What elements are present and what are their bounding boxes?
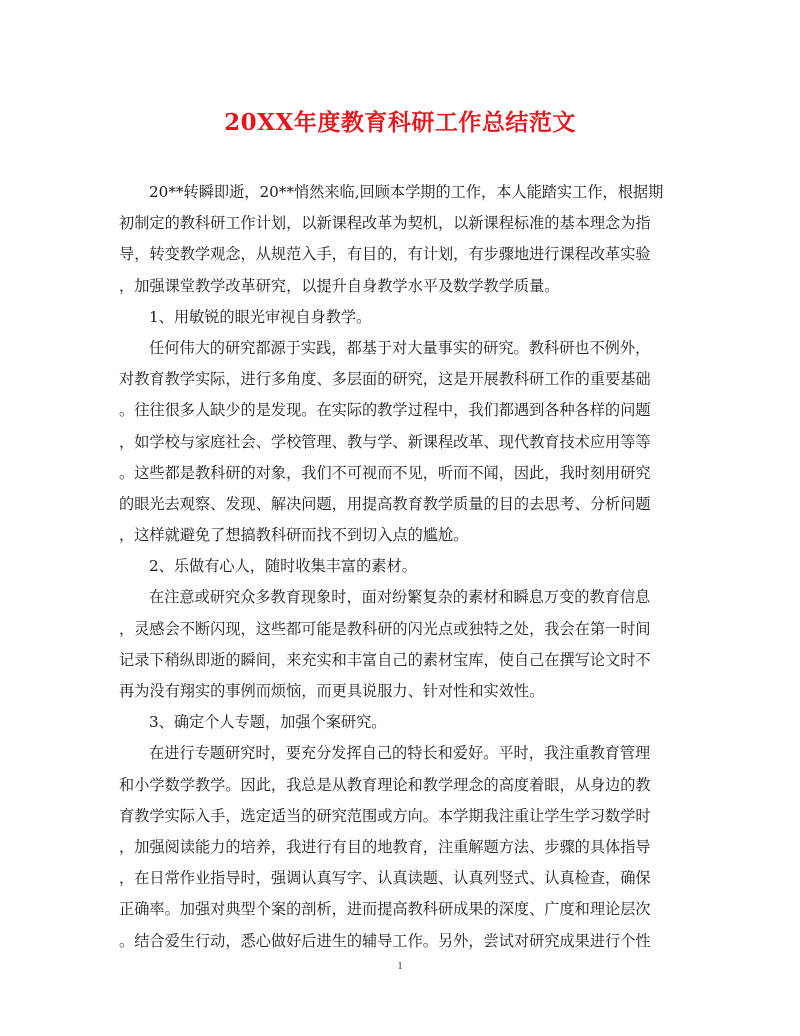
body-line: 记录下稍纵即逝的瞬间，来充实和丰富自己的素材宝库，使自己在撰写论文时不 bbox=[119, 650, 651, 669]
section-heading: 1、用敏锐的眼光审视自身教学。 bbox=[149, 307, 372, 326]
body-line: 对教育教学实际，进行多角度、多层面的研究，这是开展教科研工作的重要基础 bbox=[119, 370, 651, 389]
body-line: ，加强阅读能力的培养，我进行有目的地教育，注重解题方法、步骤的具体指导 bbox=[119, 837, 651, 856]
body-line: 。结合爱生行动，悉心做好后进生的辅导工作。另外，尝试对研究成果进行个性 bbox=[119, 931, 651, 950]
body-line: 正确率。加强对典型个案的剖析，进而提高教科研成果的深度、广度和理论层次 bbox=[119, 900, 651, 919]
body-line: 在注意或研究众多教育现象时，面对纷繁复杂的素材和瞬息万变的教育信息 bbox=[149, 588, 651, 607]
body-line: 在进行专题研究时，要充分发挥自己的特长和爱好。平时，我注重教育管理 bbox=[149, 744, 651, 763]
body-line: ，在日常作业指导时，强调认真写字、认真读题、认真列竖式、认真检查，确保 bbox=[119, 869, 651, 888]
body-line: 的眼光去观察、发现、解决问题，用提高教育教学质量的目的去思考、分析问题 bbox=[119, 494, 651, 513]
body-line: 。这些都是教科研的对象，我们不可视而不见，听而不闻，因此，我时刻用研究 bbox=[119, 463, 651, 482]
body-line: 。往往很多人缺少的是发现。在实际的教学过程中，我们都遇到各种各样的问题 bbox=[119, 401, 651, 420]
page-number: 1 bbox=[397, 960, 403, 972]
body-line: 初制定的教科研工作计划，以新课程改革为契机，以新课程标准的基本理念为指 bbox=[119, 214, 651, 233]
body-line: ，这样就避免了想搞教科研而找不到切入点的尴尬。 bbox=[119, 526, 469, 545]
section-heading: 3、确定个人专题，加强个案研究。 bbox=[149, 713, 387, 732]
body-line: 导，转变教学观念，从规范入手，有目的，有计划，有步骤地进行课程改革实验 bbox=[119, 245, 651, 264]
document-body bbox=[119, 177, 681, 957]
body-line: ，加强课堂教学改革研究，以提升自身教学水平及数学教学质量。 bbox=[119, 276, 560, 295]
body-line: ，灵感会不断闪现，这些都可能是教科研的闪光点或独特之处，我会在第一时间 bbox=[119, 619, 651, 638]
body-line: 20**转瞬即逝，20**悄然来临,回顾本学期的工作，本人能踏实工作，根据期 bbox=[149, 183, 664, 201]
document-title: 20XX年度教育科研工作总结范文 bbox=[224, 109, 576, 136]
body-line: 任何伟大的研究都源于实践，都基于对大量事实的研究。教科研也不例外， bbox=[149, 338, 651, 357]
section-heading: 2、乐做有心人，随时收集丰富的素材。 bbox=[149, 557, 417, 576]
body-line: 育教学实际入手，选定适当的研究范围或方向。本学期我注重让学生学习数学时 bbox=[119, 806, 651, 825]
body-line: 再为没有翔实的事例而烦恼，而更具说服力、针对性和实效性。 bbox=[119, 682, 545, 700]
body-line: 和小学数学教学。因此，我总是从教育理论和教学理念的高度着眼，从身边的教 bbox=[119, 775, 651, 794]
body-line: ，如学校与家庭社会、学校管理、教与学、新课程改革、现代教育技术应用等等 bbox=[119, 432, 651, 451]
